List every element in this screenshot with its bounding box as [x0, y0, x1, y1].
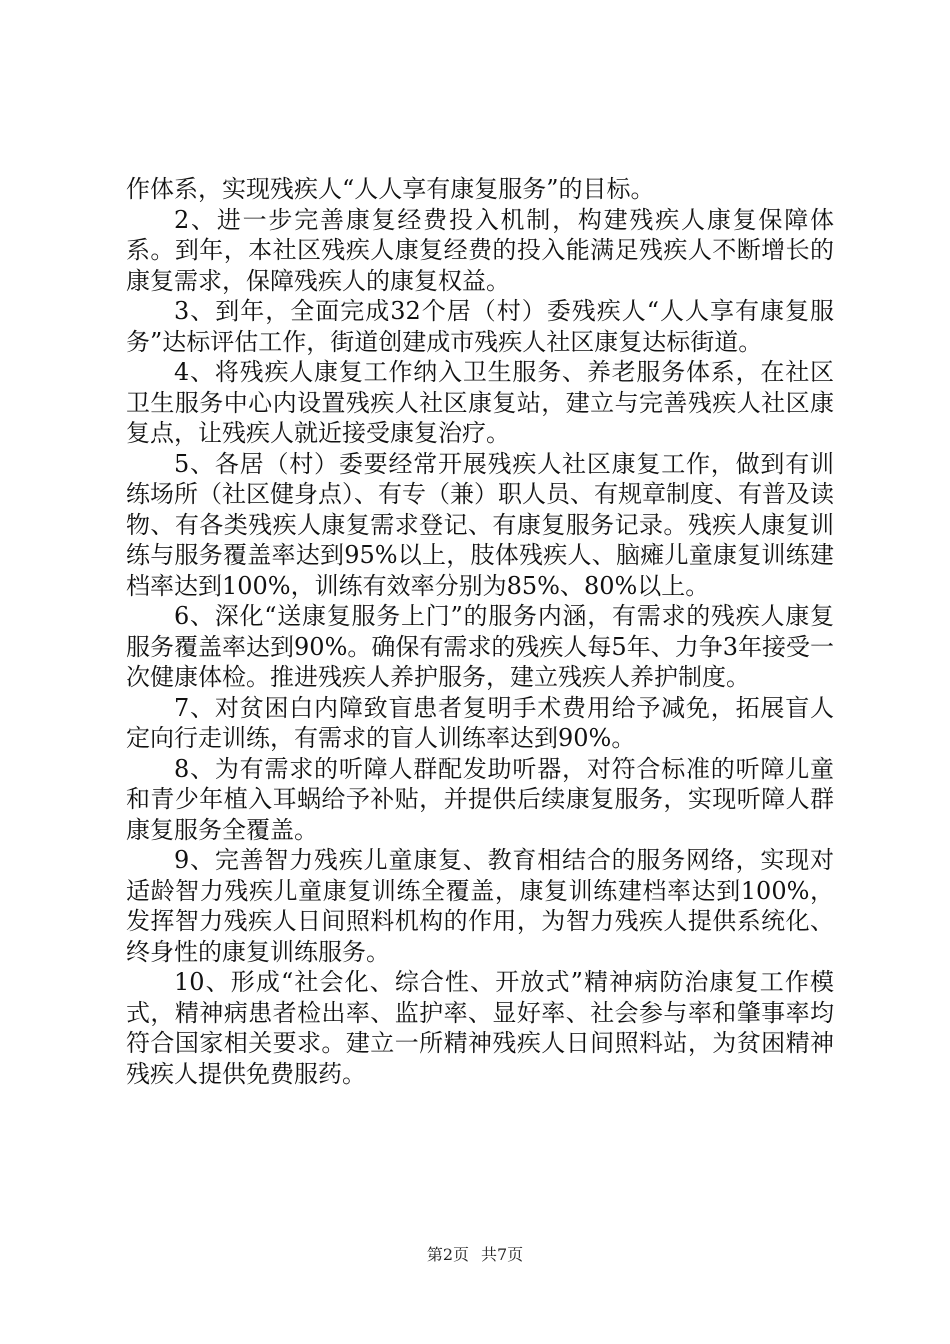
paragraph-item-5: 5、各居（村）委要经常开展残疾人社区康复工作，做到有训练场所（社区健身点）、有专（兼）职人员、有规章制度、有普及读物、有各类残疾人康复需求登记、有康复服务记录。残疾人康复训练与服务覆盖率达到95%以上，肢体残疾人、脑瘫儿童康复训练建档率达到100%，训练有效率分别为85%、80%以上。	[126, 449, 834, 600]
page-footer	[0, 1245, 950, 1265]
document-body	[126, 174, 834, 1089]
paragraph-item-6: 6、深化“送康复服务上门”的服务内涵，有需求的残疾人康复服务覆盖率达到90%。确保有需求的残疾人每5年、力争3年接受一次健康体检。推进残疾人养护服务，建立残疾人养护制度。	[126, 602, 834, 691]
page-number: 第2页	[426, 1245, 469, 1264]
paragraph-item-8: 8、为有需求的听障人群配发助听器，对符合标准的听障儿童和青少年植入耳蜗给予补贴，并提供后续康复服务，实现听障人群康复服务全覆盖。	[126, 754, 834, 844]
paragraph-item-7: 7、对贫困白内障致盲患者复明手术费用给予减免，拓展盲人定向行走训练，有需求的盲人训练率达到90%。	[126, 693, 834, 752]
paragraph-item-9: 9、完善智力残疾儿童康复、教育相结合的服务网络，实现对适龄智力残疾儿童康复训练全覆盖，康复训练建档率达到100%，发挥智力残疾人日间照料机构的作用，为智力残疾人提供系统化、终身性的康复训练服务。	[126, 846, 834, 966]
paragraph-item-4: 4、将残疾人康复工作纳入卫生服务、养老服务体系，在社区卫生服务中心内设置残疾人社区康复站，建立与完善残疾人社区康复点，让残疾人就近接受康复治疗。	[126, 358, 834, 447]
page-total: 共7页	[481, 1245, 524, 1264]
paragraph-item-3: 3、到年，全面完成32个居（村）委残疾人“人人享有康复服务”达标评估工作，街道创建成市残疾人社区康复达标街道。	[126, 297, 834, 356]
paragraph-continuation: 作体系，实现残疾人“人人享有康复服务”的目标。	[126, 175, 655, 203]
paragraph-item-10: 10、形成“社会化、综合性、开放式”精神病防治康复工作模式，精神病患者检出率、监护率、显好率、社会参与率和肇事率均符合国家相关要求。建立一所精神残疾人日间照料站，为贫困精神残疾人提供免费服药。	[126, 968, 834, 1088]
paragraph-item-2: 2、进一步完善康复经费投入机制，构建残疾人康复保障体系。到年，本社区残疾人康复经费的投入能满足残疾人不断增长的康复需求，保障残疾人的康复权益。	[126, 205, 834, 295]
